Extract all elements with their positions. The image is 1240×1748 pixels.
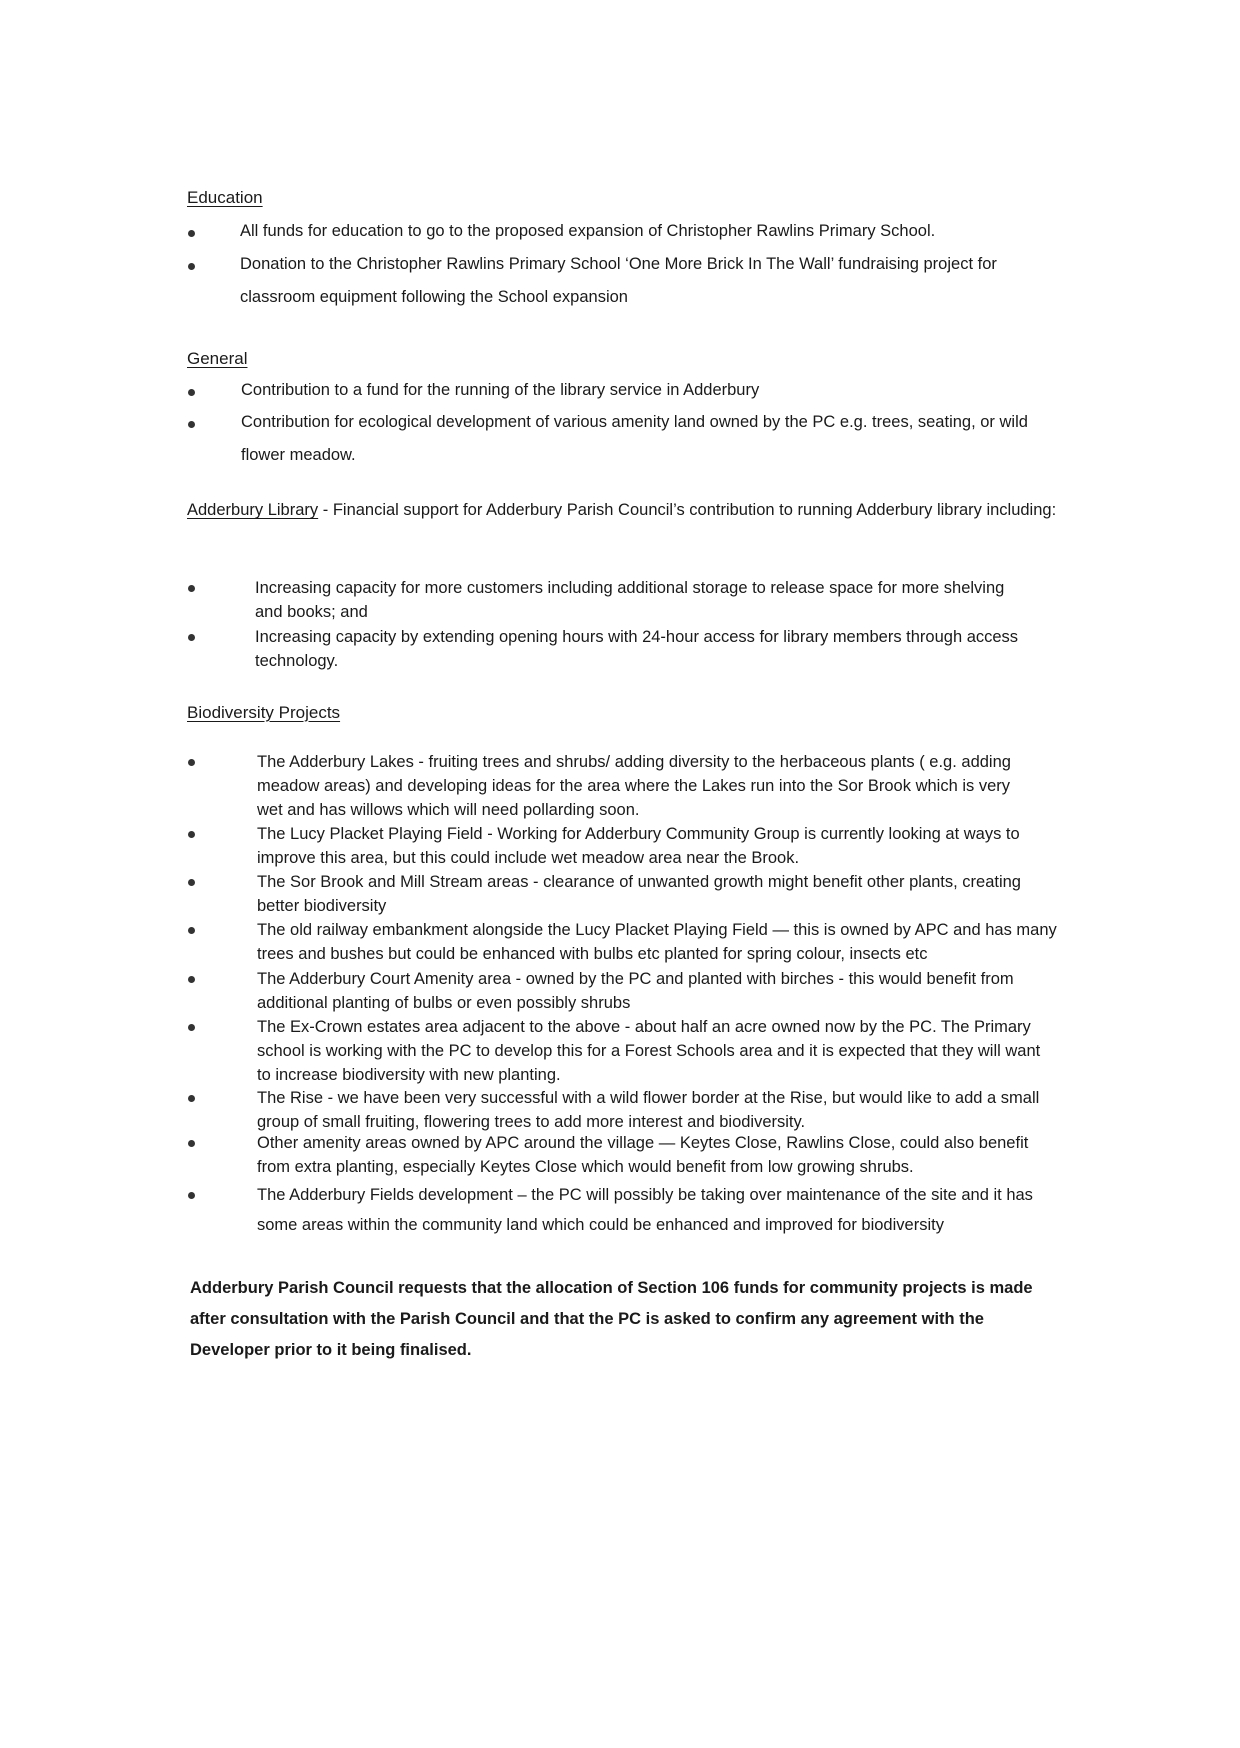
bullet-icon — [188, 585, 195, 592]
document-page: Education All funds for education to go to the proposed expansion of Christopher Rawlins Primary School. Donation to the Christopher Rawlins Primary School ‘One More Brick In The Wall’ fundraising project for classroom equipment following the School expansion General Contribution to a fund for the running of the library service in Adderbury Contribution for ecological development of various amenity land owned by the PC e.g. trees, seating, or wild flower meadow. Adderbury Library - Financial support for Adderbury Parish Council’s contribution to running Adderbury library including: Increasing capacity for more customers including additional storage to release space for more shelving and books; and Increasing capacity by extending opening hours with 24-hour access for library members through access technology. Biodiversity Projects The Adderbury Lakes - fruiting trees and shrubs/ adding diversity to the herbaceous plants ( e.g. adding meadow areas) and developing ideas for the area where the Lakes run into the Sor Brook which is very wet and has willows which will need pollarding soon. The Lucy Placket Playing Field - Working for Adderbury Community Group is currently looking at ways to improve this area, but this could include wet meadow area near the Brook. The Sor Brook and Mill Stream areas - clearance of unwanted growth might benefit other plants, creating better biodiversity The old railway embankment alongside the Lucy Placket Playing Field — this is owned by APC and has many trees and bushes but could be enhanced with bulbs etc planted for spring colour, insects etc The Adderbury Court Amenity area - owned by the PC and planted with birches - this would benefit from additional planting of bulbs or even possibly shrubs The Ex-Crown estates area adjacent to the above - about half an acre owned now by the PC. The Primary school is working with the PC to develop this for a Forest Schools area and it is expected that they will want to increase biodiversity with new planting. The Rise - we have been very successful with a wild flower border at the Rise, but would like to add a small group of small fruiting, flowering trees to add more interest and biodiversity. Other amenity areas owned by APC around the village — Keytes Close, Rawlins Close, could also benefit from extra planting, especially Keytes Close which would benefit from low growing shrubs. The Adderbury Fields development – the PC will possibly be taking over maintenance of the site and it has some areas within the community land which could be enhanced and improved for biodiversity Adderbury Parish Council requests that the allocation of Section 106 funds for community projects is made after consultation with the Parish Council and that the PC is asked to confirm any agreement with the Developer prior to it being finalised. — [0, 0, 1240, 1748]
bullet-icon — [188, 1192, 195, 1199]
bullet-icon — [188, 927, 195, 934]
general-heading: General — [187, 349, 248, 368]
bullet-icon — [188, 263, 195, 270]
bullet-icon — [188, 976, 195, 983]
bullet-icon — [188, 1024, 195, 1031]
bullet-icon — [188, 759, 195, 766]
bullet-icon — [188, 879, 195, 886]
closing-statement: Adderbury Parish Council requests that the allocation of Section 106 funds for community projects is made after consultation with the Parish Council and that the PC is asked to confirm any agreement with the Developer prior to it being finalised. — [190, 1279, 1033, 1359]
bullet-icon — [188, 389, 195, 396]
education-heading: Education — [187, 188, 263, 207]
library-intro: - Financial support for Adderbury Parish Council’s contribution to running Adderbury library including: — [318, 501, 1057, 519]
bullet-icon — [188, 1095, 195, 1102]
bullet-icon — [188, 421, 195, 428]
bullet-icon — [188, 1140, 195, 1147]
bullet-icon — [188, 634, 195, 641]
biodiversity-heading: Biodiversity Projects — [187, 703, 341, 722]
bullet-icon — [188, 230, 195, 237]
bullet-icon — [188, 831, 195, 838]
library-heading: Adderbury Library — [187, 501, 319, 519]
library-paragraph — [187, 497, 1057, 524]
